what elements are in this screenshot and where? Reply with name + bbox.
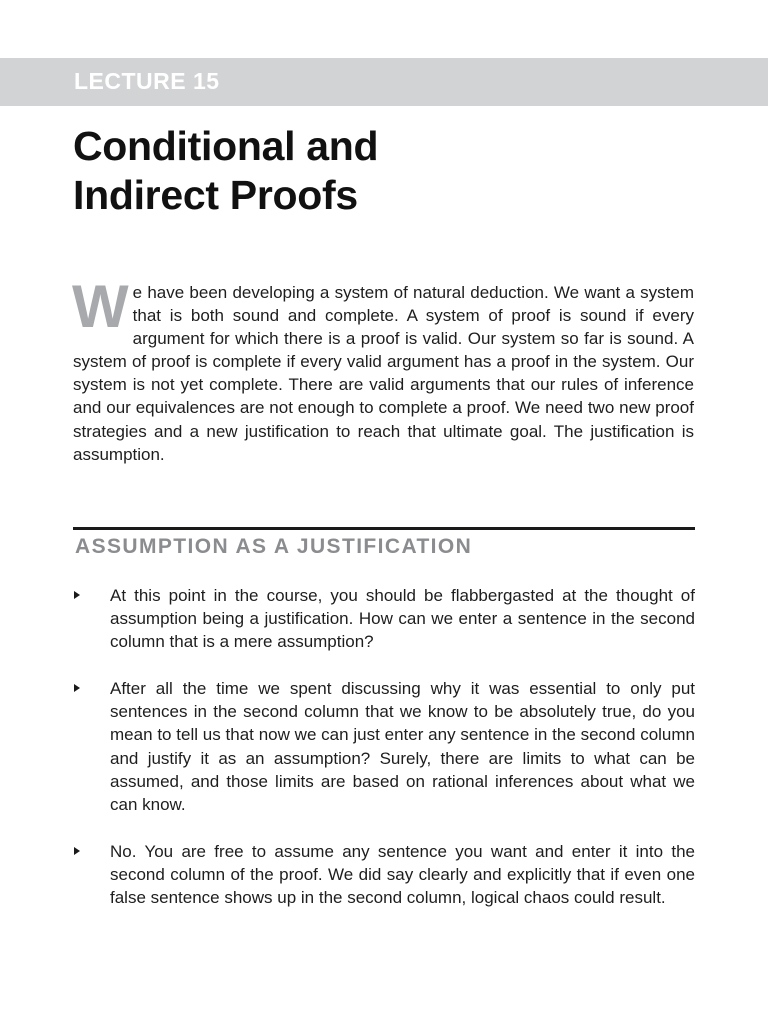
page-title-line-2: Indirect Proofs [73,172,358,218]
bullet-item-3 [73,840,695,909]
drop-cap: W [72,273,129,340]
bullet-text-1: At this point in the course, you should be flabbergasted at the thought of assumption being a justification. How can we enter a sentence in the second column that is a mere assumption? [110,586,695,652]
page-title-line-1: Conditional and [73,123,379,169]
intro-paragraph [72,273,694,466]
section-heading: ASSUMPTION AS A JUSTIFICATION [75,535,473,558]
lecture-label: LECTURE 15 [74,68,220,94]
bullet-item-2 [73,677,695,816]
bullet-text-3: No. You are free to assume any sentence you want and enter it into the second column of the proof. We did say clearly and explicitly that if even one false sentence shows up in the second column, logical chaos could result. [110,841,695,908]
bullet-list [73,584,695,933]
intro-text: e have been developing a system of natural deduction. We want a system that is both sound and complete. A system of proof is sound if every argument for which there is a proof is valid. Our system so far is sound. A system of proof is complete if every valid argument has a proof in the system. Our system is not yet complete. There are valid arguments that our rules of inference and our equivalences are not enough to complete a proof. We need two new proof strategies and a new justification to reach that ultimate goal. The justification is assumption. [73,283,694,464]
section-divider [73,527,695,530]
triangle-bullet-icon [74,847,80,855]
triangle-bullet-icon [74,684,80,692]
bullet-text-2: After all the time we spent discussing why it was essential to only put sentences in the second column that we know to be absolutely true, do you mean to tell us that now we can just enter any sentence in the second column and justify it as an assumption? Surely, there are limits to what can be assumed, and those limits are based on rational inferences about what we can know. [110,679,695,814]
bullet-item-1 [73,584,695,653]
page-title [73,122,633,220]
triangle-bullet-icon [74,591,80,599]
lecture-header-band [0,58,768,106]
